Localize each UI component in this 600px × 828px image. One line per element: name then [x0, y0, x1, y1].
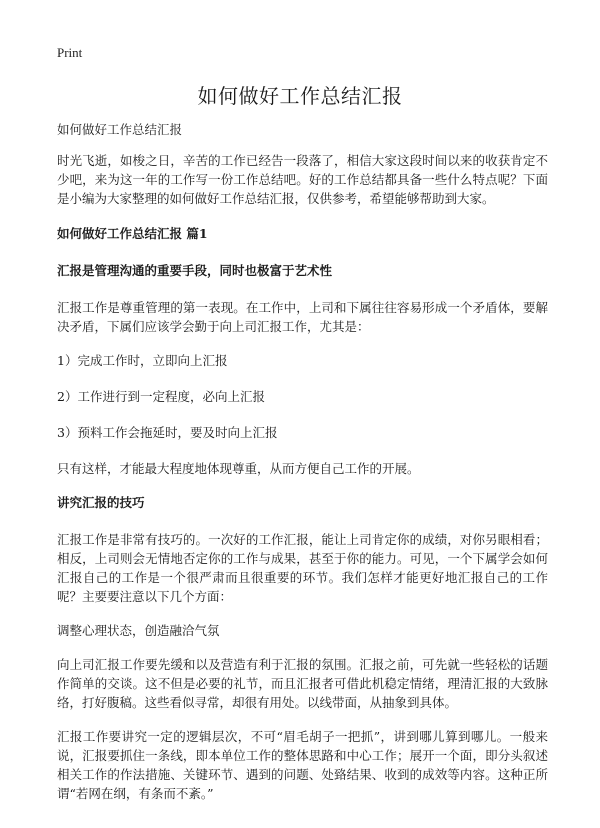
paragraph-4: 调整心理状态，创造融洽气氛: [57, 623, 220, 638]
list-item: 1）完成工作时，立即向上汇报: [57, 353, 228, 368]
paragraph-3: 汇报工作是非常有技巧的。一次好的工作汇报，能让上司肯定你的成绩，对你另眼相看；相反，上司则会无情地否定你的工作与成果，甚至于你的能力。可见，一个下属学会如何汇报自己的工作是一个很严肃而且很重要的环节。我们怎样才能更好地汇报自己的工作呢？主要要注意以下几个方面：: [57, 532, 548, 604]
list-item: 2）工作进行到一定程度，必向上汇报: [57, 389, 265, 404]
print-link[interactable]: Print: [57, 45, 83, 60]
intro-paragraph: 时光飞逝，如梭之日，辛苦的工作已经告一段落了，相信大家这段时间以来的收获肯定不少吧，来为这一年的工作写一份工作总结吧。好的工作总结都具备一些什么特点呢？下面是小编为大家整理的如何做好工作总结汇报，仅供参考，希望能够帮助到大家。: [57, 153, 548, 206]
paragraph-6: 汇报工作要讲究一定的逻辑层次，不可“眉毛胡子一把抓”，讲到哪儿算到哪儿。一般来说，汇报要抓住一条线，即本单位工作的整体思路和中心工作；展开一个面，即分头叙述相关工作的作法措施、关键环节、遇到的问题、处臵结果、收到的成效等内容。这种正所谓“若网在纲，有条而不紊。”: [57, 729, 548, 801]
paragraph-2: 只有这样，才能最大程度地体现尊重，从而方便自己工作的开展。: [57, 461, 420, 476]
document-subtitle: 如何做好工作总结汇报: [57, 122, 183, 137]
list-item: 3）预料工作会拖延时，要及时向上汇报: [57, 425, 278, 440]
document-body: [57, 120, 548, 818]
section2-heading: 讲究汇报的技巧: [57, 495, 145, 510]
section1-subheading: 汇报是管理沟通的重要手段，同时也极富于艺术性: [57, 263, 333, 278]
paragraph-5: 向上司汇报工作要先缓和以及营造有利于汇报的氛围。汇报之前，可先就一些轻松的话题作简单的交谈。这不但是必要的礼节，而且汇报者可借此机稳定情绪，理清汇报的大致脉络，打好腹稿。这些看似寻常，却很有用处。以线带面，从抽象到具体。: [57, 657, 548, 710]
document-title: 如何做好工作总结汇报: [197, 84, 403, 108]
section1-heading: 如何做好工作总结汇报 篇1: [57, 226, 208, 241]
paragraph-1: 汇报工作是尊重管理的第一表现。在工作中，上司和下属往往容易形成一个矛盾体，要解决矛盾，下属们应该学会勤于向上司汇报工作，尤其是：: [57, 300, 548, 334]
